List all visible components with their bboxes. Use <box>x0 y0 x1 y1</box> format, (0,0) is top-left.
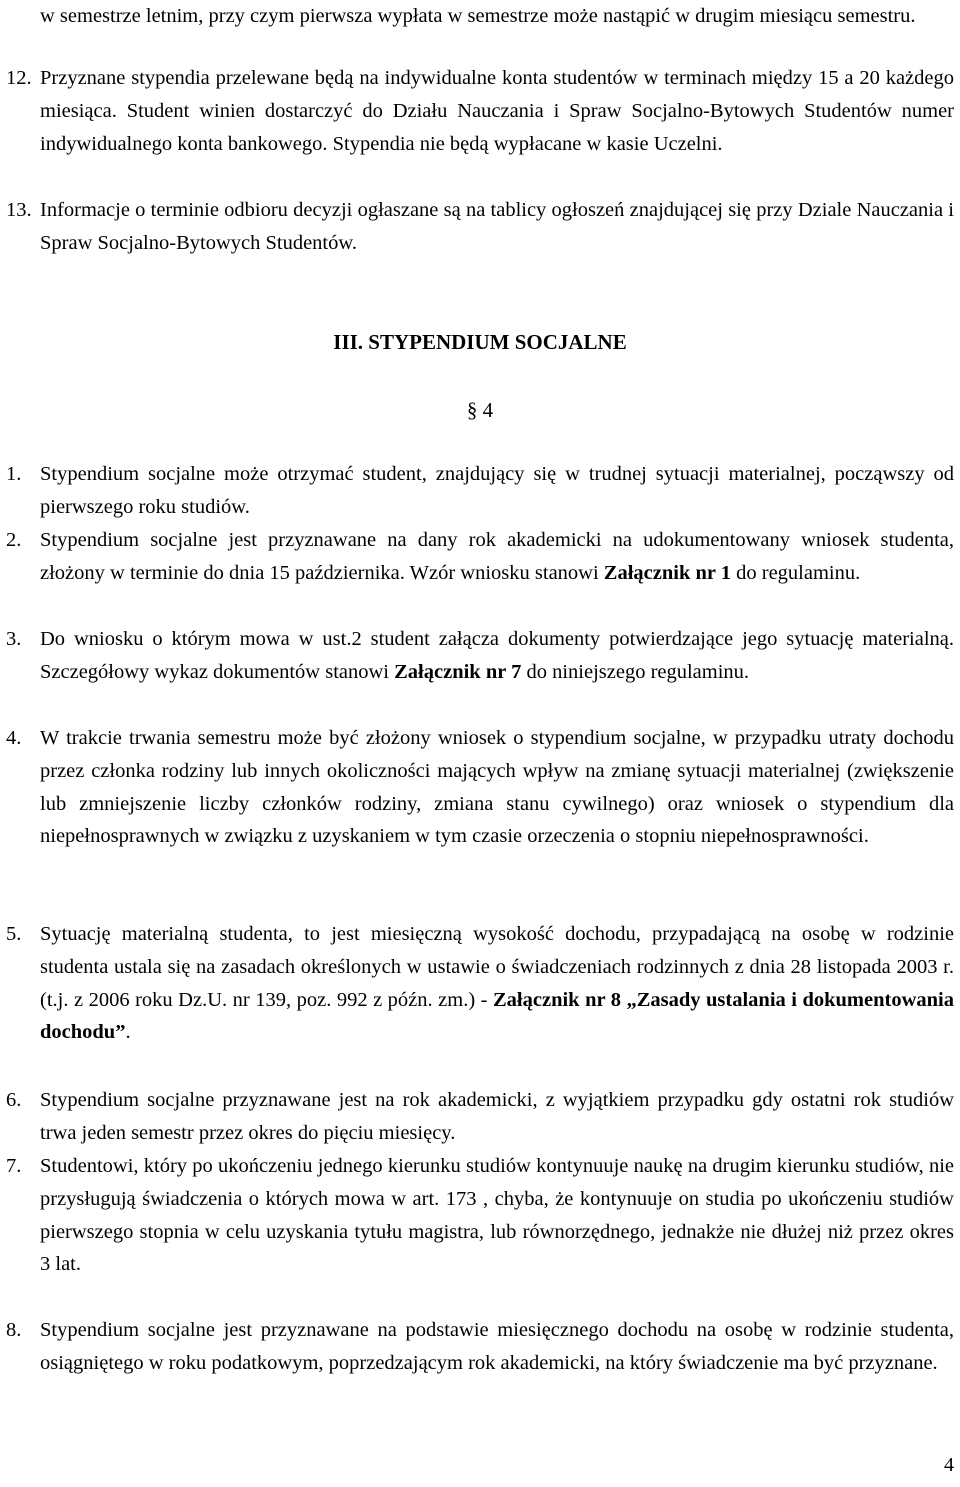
chapter-heading: III. STYPENDIUM SOCJALNE <box>333 330 627 354</box>
item-text: Studentowi, który po ukończeniu jednego kierunku studiów kontynuuje naukę na drugim kierunku studiów, nie przysługują świadczenia o których mowa w art. 173 , chyba, że kontynuuje on studia po ukończeniu studiów pierwszego stopnia w celu uzyskania tytułu magistra, lub równorzędnego, jednakże nie dłużej niż przez okres 3 lat. <box>40 1155 954 1276</box>
item-number: 12. <box>6 67 32 89</box>
item-text: Stypendium socjalne przyznawane jest na rok akademicki, z wyjątkiem przypadku gdy ostatni rok studiów trwa jeden semestr przez okres do pięciu miesięcy. <box>40 1089 954 1144</box>
item-number: 2. <box>6 529 22 551</box>
list-item-13 <box>6 194 954 260</box>
continued-text: w semestrze letnim, przy czym pierwsza wypłata w semestrze może nastąpić w drugim miesiącu semestru. <box>40 5 916 27</box>
section-symbol: § 4 <box>466 398 494 422</box>
item-text: Informacje o terminie odbioru decyzji ogłaszane są na tablicy ogłoszeń znajdującej się przy Dziale Nauczania i Spraw Socjalno-Bytowych Studentów. <box>40 199 954 254</box>
list-item-7 <box>6 1150 954 1281</box>
item-text: Stypendium socjalne jest przyznawane na dany rok akademicki na udokumentowany wniosek studenta, złożony w terminie do dnia 15 października. Wzór wniosku stanowi Załącznik nr 1 do regulaminu. <box>40 529 954 584</box>
list-item-4 <box>6 722 954 853</box>
list-item-5 <box>6 918 954 1049</box>
item-number: 7. <box>6 1155 22 1177</box>
item-number: 13. <box>6 199 32 221</box>
item-number: 4. <box>6 727 22 749</box>
page-number: 4 <box>944 1454 954 1476</box>
item-text: Przyznane stypendia przelewane będą na indywidualne konta studentów w terminach między 15 a 20 każdego miesiąca. Student winien dostarczyć do Działu Nauczania i Spraw Socjalno-Bytowych Studentów numer indywidualnego konta bankowego. Stypendia nie będą wypłacane w kasie Uczelni. <box>40 67 954 155</box>
item-text: Sytuację materialną studenta, to jest miesięczną wysokość dochodu, przypadającą na osobę w rodzinie studenta ustala się na zasadach określonych w ustawie o świadczeniach rodzinnych z dnia 28 listopada 2003 r. (t.j. z 2006 roku Dz.U. nr 139, poz. 992 z późn. zm.) - Załącznik nr 8 „Zasady ustalania i dokumentowania dochodu”. <box>40 923 954 1044</box>
attachment-reference: Załącznik nr 7 <box>394 660 522 683</box>
item-text: Do wniosku o którym mowa w ust.2 student załącza dokumenty potwierdzające jego sytuację materialną. Szczegółowy wykaz dokumentów stanowi Załącznik nr 7 do niniejszego regulaminu. <box>40 628 954 683</box>
item-text: Stypendium socjalne może otrzymać student, znajdujący się w trudnej sytuacji materialnej, począwszy od pierwszego roku studiów. <box>40 463 954 518</box>
list-item-3 <box>6 623 954 689</box>
list-item-2 <box>6 524 954 590</box>
list-item-1 <box>6 458 954 524</box>
item-number: 8. <box>6 1319 22 1341</box>
item-number: 3. <box>6 628 22 650</box>
attachment-reference: Załącznik nr 1 <box>603 561 731 584</box>
list-item-12 <box>6 62 954 160</box>
continued-paragraph <box>40 0 954 33</box>
item-number: 5. <box>6 923 22 945</box>
list-item-8 <box>6 1314 954 1380</box>
attachment-reference: Załącznik nr 8 „Zasady ustalania i dokumentowania dochodu” <box>40 988 954 1044</box>
item-number: 6. <box>6 1089 22 1111</box>
item-number: 1. <box>6 463 22 485</box>
item-text: Stypendium socjalne jest przyznawane na podstawie miesięcznego dochodu na osobę w rodzinie studenta, osiągniętego w roku podatkowym, poprzedzającym rok akademicki, na który świadczenie ma być przyznane. <box>40 1319 954 1374</box>
list-item-6 <box>6 1084 954 1150</box>
item-text: W trakcie trwania semestru może być złożony wniosek o stypendium socjalne, w przypadku utraty dochodu przez członka rodziny lub innych okoliczności mających wpływ na zmianę sytuacji materialnej (zwiększenie lub zmniejszenie liczby członków rodziny, zmiana stanu cywilnego) oraz wniosek o stypendium dla niepełnosprawnych w związku z uzyskaniem w tym czasie orzeczenia o stopniu niepełnosprawności. <box>40 727 954 848</box>
